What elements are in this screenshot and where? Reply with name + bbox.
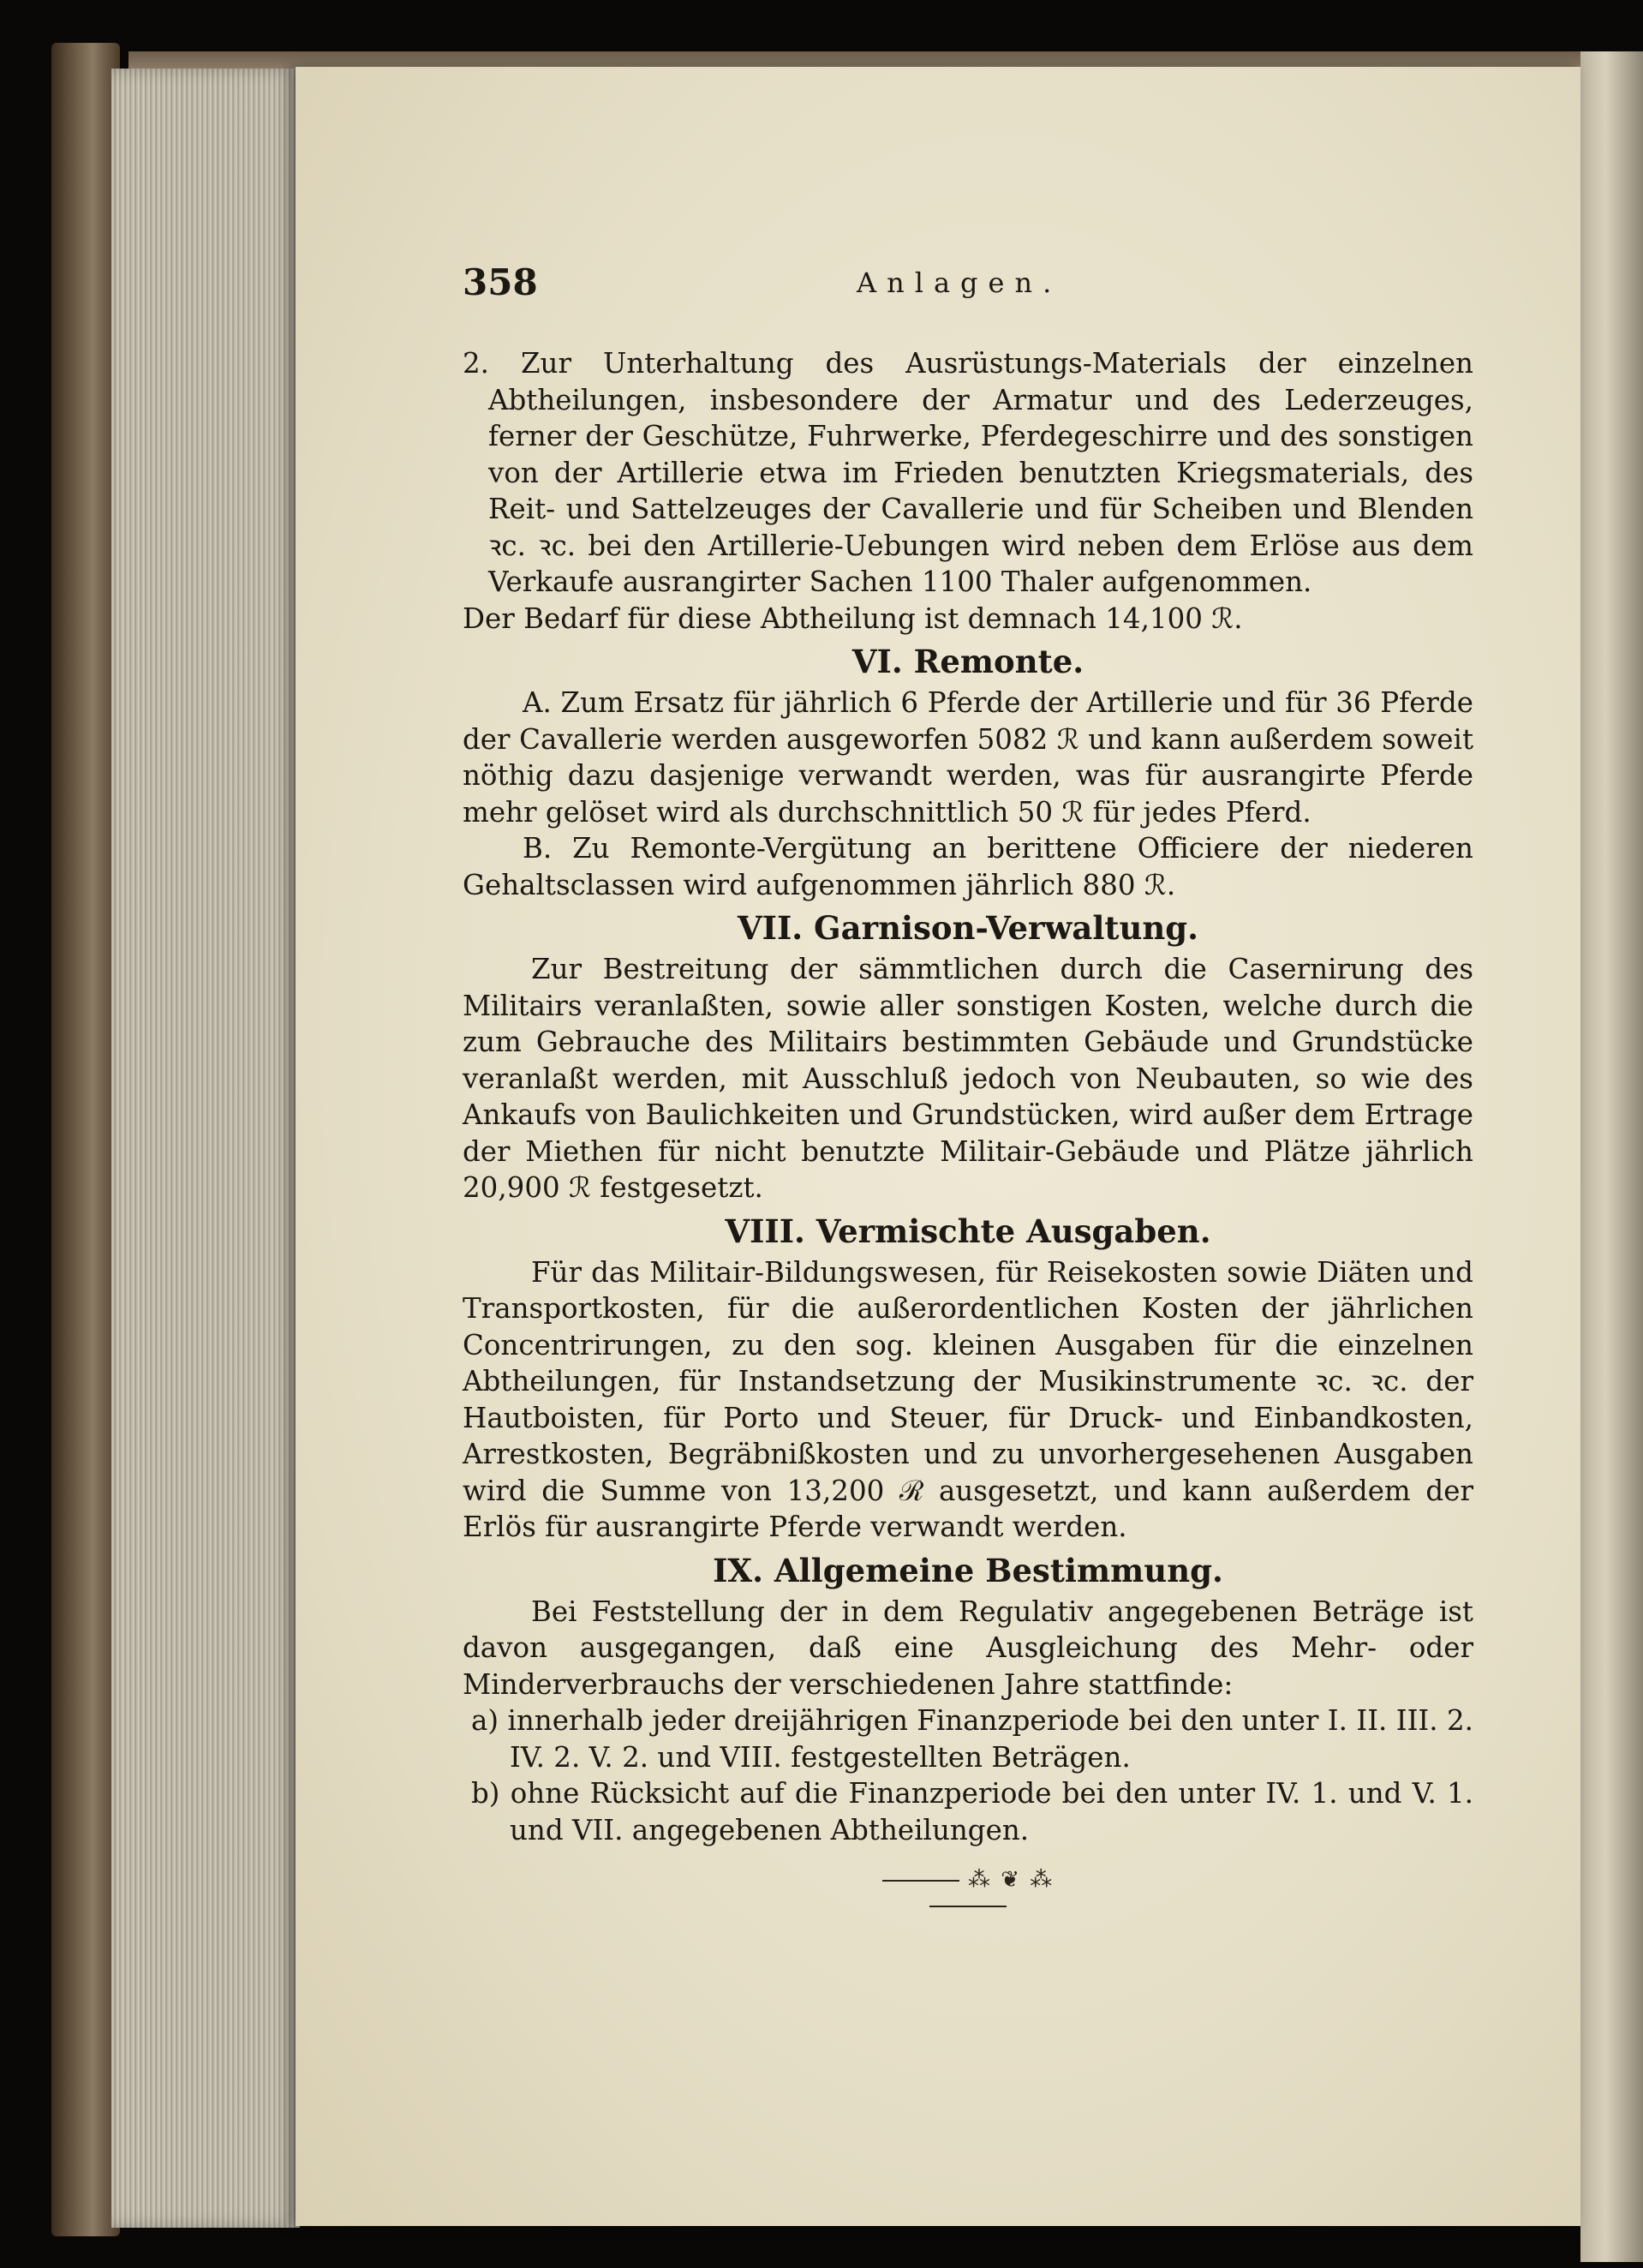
paragraph-total: Der Bedarf für diese Abtheilung ist demnach 14,100 ℛ︎. xyxy=(463,601,1243,635)
running-head: Anlagen. xyxy=(857,266,1062,299)
ornament-flourish-icon: ⁂ ❦ ⁂ xyxy=(967,1867,1055,1893)
ornament-line-left xyxy=(882,1880,959,1882)
section-title-garnison: VII. Garnison-Verwaltung. xyxy=(737,909,1199,947)
paragraph-vermischte: Für das Militair-Bildungswesen, für Reisekosten sowie Diäten und Transportkosten, für die außerordentlichen Kosten der jährlichen Concentrirungen, zu den sog. kleinen Ausgaben für die einzelnen Abtheilungen, für Instandsetzung der Musikinstrumente ꝛc. ꝛc. der Hautboisten, für Porto und Steuer, für Druck- und Einbandkosten, Arrestkosten, Begräbnißkosten und zu unvorhergesehenen Ausgaben wird die Summe von 13,200 ℛ︎ ausgesetzt, und kann außerdem der Erlös für ausrangirte Pferde verwandt werden. xyxy=(463,1255,1473,1543)
closing-ornament xyxy=(857,1867,1079,1918)
section-title-remonte: VI. Remonte. xyxy=(851,643,1084,680)
ornament-line-right xyxy=(929,1906,1007,1907)
page-edges xyxy=(111,69,300,2228)
page-number: 358 xyxy=(463,261,538,303)
paragraph-remonte-a: A. Zum Ersatz für jährlich 6 Pferde der Artillerie und für 36 Pferde der Cavallerie werden ausgeworfen 5082 ℛ︎ und kann außerdem soweit nöthig dazu dasjenige verwandt werden, was für ausrangirte Pferde mehr gelöset wird als durchschnittlich 50 ℛ︎ für jedes Pferd. xyxy=(463,686,1473,829)
page-content xyxy=(463,261,1473,1918)
book-right-edge xyxy=(1580,51,1643,2262)
book-cover-left xyxy=(51,43,120,2236)
paragraph-bestimmung: Bei Feststellung der in dem Regulativ angegebenen Beträge ist davon ausgegangen, daß eine Ausgleichung des Mehr- oder Minderverbrauchs der verschiedenen Jahre stattfinde: xyxy=(463,1595,1473,1701)
list-item-b: b) ohne Rücksicht auf die Finanzperiode bei den unter IV. 1. und V. 1. und VII. angegebenen Abtheilungen. xyxy=(471,1777,1473,1846)
page-header xyxy=(463,261,1473,313)
paragraph-garnison: Zur Bestreitung der sämmtlichen durch die Casernirung des Militairs veranlaßten, sowie aller sonstigen Kosten, welche durch die zum Gebrauche des Militairs bestimmten Gebäude und Grundstücke veranlaßt werden, mit Ausschluß jedoch von Neubauten, so wie des Ankaufs von Baulichkeiten und Grundstücken, wird außer dem Ertrage der Miethen für nicht benutzte Militair-Gebäude und Plätze jährlich 20,900 ℛ︎ festgesetzt. xyxy=(463,953,1473,1204)
section-title-vermischte: VIII. Vermischte Ausgaben. xyxy=(725,1212,1211,1250)
list-item-a: a) innerhalb jeder dreijährigen Finanzperiode bei den unter I. II. III. 2. IV. 2. V. 2. und VIII. festgestellten Beträgen. xyxy=(471,1704,1473,1774)
section-title-bestimmung: IX. Allgemeine Bestimmung. xyxy=(713,1551,1223,1589)
paragraph-remonte-b: B. Zu Remonte-Vergütung an berittene Officiere der niederen Gehaltsclassen wird aufgenommen jährlich 880 ℛ︎. xyxy=(463,832,1473,901)
paragraph-equipment: 2. Zur Unterhaltung des Ausrüstungs-Materials der einzelnen Abtheilungen, insbesondere der Armatur und des Lederzeuges, ferner der Geschütze, Fuhrwerke, Pferdegeschirre und des sonstigen von der Artillerie etwa im Frieden benutzten Kriegsmaterials, des Reit- und Sattelzeuges der Cavallerie und für Scheiben und Blenden ꝛc. ꝛc. bei den Artillerie-Uebungen wird neben dem Erlöse aus dem Verkaufe ausrangirter Sachen 1100 Thaler aufgenommen. xyxy=(463,347,1473,598)
